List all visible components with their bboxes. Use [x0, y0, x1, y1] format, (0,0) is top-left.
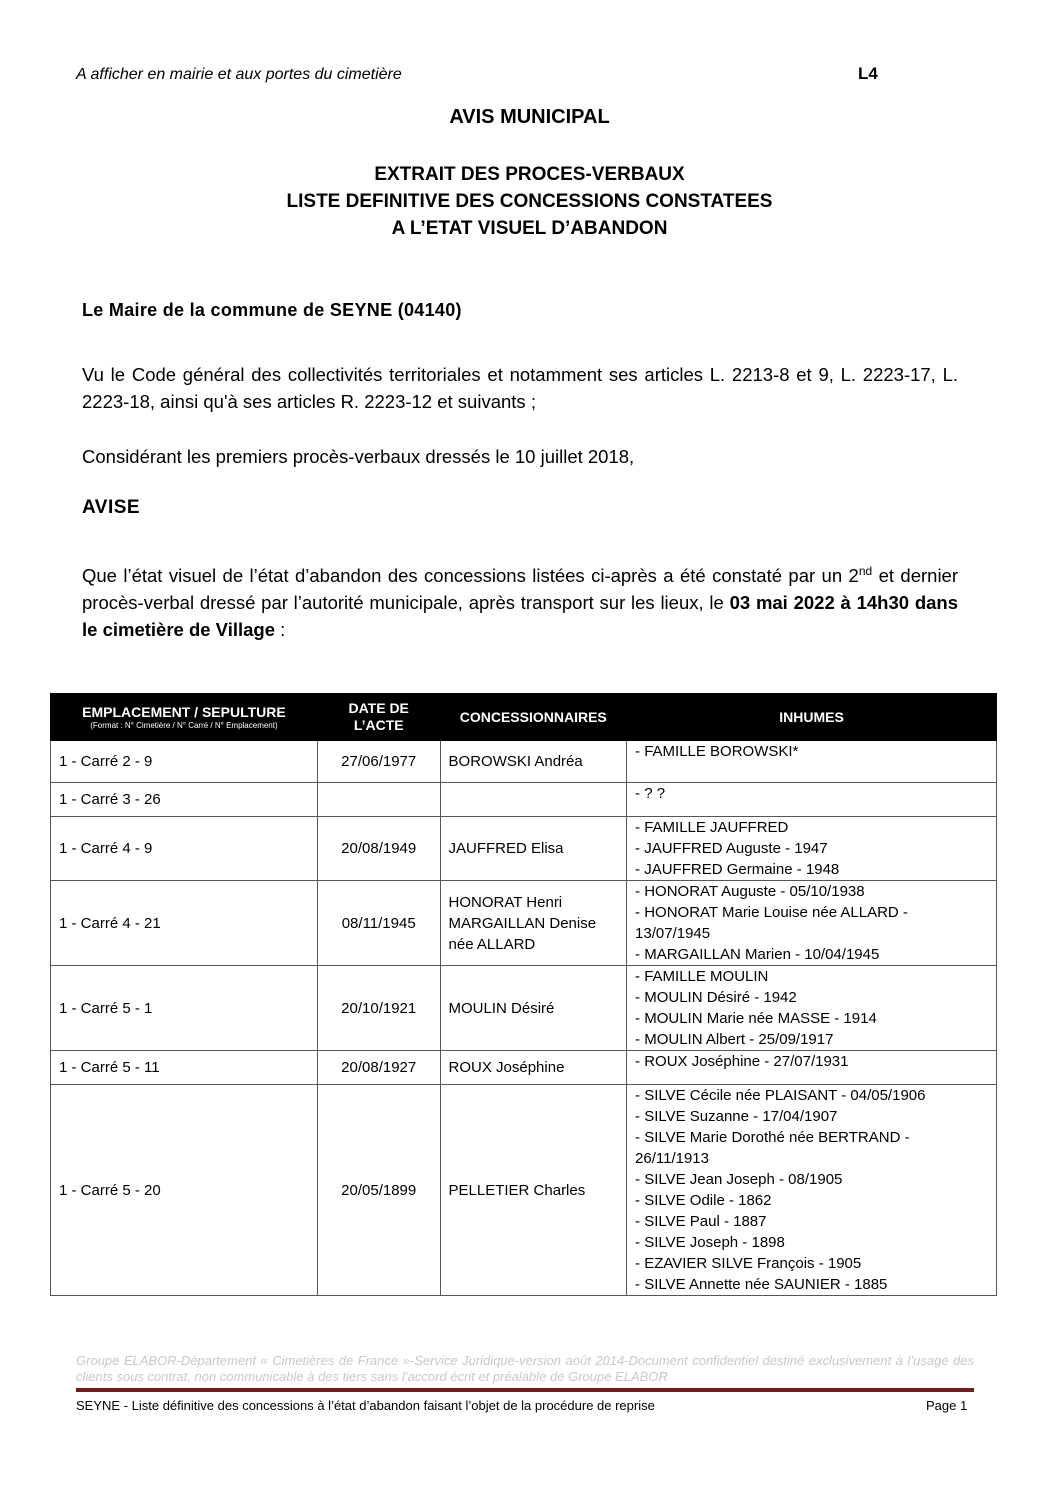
avise-heading: AVISE [82, 497, 141, 518]
page-number: Page 1 [926, 1398, 968, 1413]
table-row [51, 1085, 997, 1296]
cell-inhumes [627, 783, 997, 817]
header-concessionnaires: CONCESSIONNAIRES [440, 694, 627, 741]
legal-basis-paragraph: Vu le Code général des collectivités territoriales et notamment ses articles L. 2213-8 et 9, L. 2223-17, L. 2223-18, ainsi qu'à ses articles R. 2223-12 et suivants ; [82, 364, 958, 412]
inhume-line: - FAMILLE BOROWSKI* [635, 743, 799, 760]
inhume-line: - SILVE Annette née SAUNIER - 1885 [635, 1276, 888, 1293]
inhume-line: - JAUFFRED Auguste - 1947 [635, 840, 828, 857]
concessionnaire-line: JAUFFRED Elisa [448, 840, 564, 857]
cell-date: 20/08/1927 [317, 1051, 440, 1085]
inhume-line: - HONORAT Marie Louise née ALLARD - [635, 904, 908, 921]
inhume-line: - SILVE Marie Dorothé née BERTRAND - [635, 1129, 910, 1146]
cell-concessionnaires [440, 783, 627, 817]
inhume-line: 13/07/1945 [635, 925, 711, 942]
document-title: AVIS MUNICIPAL [449, 106, 610, 128]
table-body [51, 741, 997, 1296]
header-format-note: (Format : N° Cimetière / N° Carré / N° Emplacement) [90, 720, 278, 730]
cell-inhumes [627, 817, 997, 881]
table-row [51, 741, 997, 783]
table-row [51, 817, 997, 881]
notice-text-c: : [275, 619, 286, 640]
considering-paragraph: Considérant les premiers procès-verbaux dressés le 10 juillet 2018, [82, 446, 635, 467]
cell-date: 27/06/1977 [317, 741, 440, 783]
table-header-row [51, 694, 997, 741]
cell-emplacement: 1 - Carré 5 - 20 [51, 1085, 318, 1296]
header-inhumes: INHUMES [627, 694, 997, 741]
cell-emplacement: 1 - Carré 4 - 21 [51, 881, 318, 966]
concessionnaire-line: PELLETIER Charles [448, 1181, 586, 1199]
cell-concessionnaires [440, 817, 627, 881]
notice-superscript: nd [858, 563, 873, 578]
footer-document-title: SEYNE - Liste définitive des concessions à l’état d’abandon faisant l’objet de la procédure de reprise [76, 1398, 655, 1413]
posting-instruction: A afficher en mairie et aux portes du cimetière [76, 66, 402, 83]
inhume-line: - JAUFFRED Germaine - 1948 [635, 861, 840, 878]
inhume-line: - SILVE Joseph - 1898 [635, 1234, 785, 1251]
concessionnaire-line: MARGAILLAN Denise [448, 914, 597, 932]
header-emplacement-label: EMPLACEMENT / SEPULTURE [82, 703, 286, 720]
inhume-line: - MOULIN Albert - 25/09/1917 [635, 1031, 834, 1048]
inhume-line: - SILVE Jean Joseph - 08/1905 [635, 1171, 843, 1188]
footer-divider [76, 1388, 974, 1392]
cell-inhumes [627, 966, 997, 1051]
header-date [317, 694, 440, 741]
cell-concessionnaires [440, 881, 627, 966]
cell-date: 20/05/1899 [317, 1085, 440, 1296]
table-row [51, 966, 997, 1051]
inhume-line: - MOULIN Marie née MASSE - 1914 [635, 1010, 877, 1027]
cell-emplacement: 1 - Carré 4 - 9 [51, 817, 318, 881]
table-row [51, 1051, 997, 1085]
concessionnaire-line: HONORAT Henri [448, 893, 563, 911]
inhume-line: 26/11/1913 [635, 1150, 709, 1167]
confidentiality-notice: Groupe ELABOR-Département « Cimetières de France »-Service Juridique-version août 2014-Document confidentiel destiné exclusivement à l’usage des clients sous contrat, non communicable à des tiers sans l’accord écrit et préalable de Groupe ELABOR [76, 1353, 974, 1384]
inhume-line: - FAMILLE MOULIN [635, 968, 769, 985]
concessionnaire-line: BOROWSKI Andréa [448, 753, 583, 770]
header-emplacement [51, 694, 318, 741]
subtitle-line-1: EXTRAIT DES PROCES-VERBAUX [374, 164, 685, 185]
notice-date-location: 03 mai 2022 à 14h30 dans le cimetière de Village [82, 592, 959, 640]
concessionnaire-line: MOULIN Désiré [448, 999, 555, 1017]
header-date-line-2: L’ACTE [353, 717, 404, 733]
cell-inhumes [627, 1051, 997, 1085]
cell-concessionnaires [440, 1051, 627, 1085]
inhume-line: - SILVE Cécile née PLAISANT - 04/05/1906 [635, 1087, 926, 1104]
cell-inhumes [627, 881, 997, 966]
notice-paragraph [82, 562, 958, 643]
cell-inhumes [627, 741, 997, 783]
mayor-heading: Le Maire de la commune de SEYNE (04140) [82, 300, 462, 320]
concessionnaire-line: ROUX Joséphine [448, 1059, 565, 1076]
cell-concessionnaires [440, 966, 627, 1051]
cell-emplacement: 1 - Carré 2 - 9 [51, 741, 318, 783]
inhume-line: - SILVE Paul - 1887 [635, 1213, 767, 1230]
inhume-line: - MARGAILLAN Marien - 10/04/1945 [635, 946, 880, 963]
concessionnaire-line: née ALLARD [448, 935, 536, 953]
inhume-line: - FAMILLE JAUFFRED [635, 819, 789, 836]
header-date-line-1: DATE DE [348, 700, 409, 716]
inhume-line: - SILVE Suzanne - 17/04/1907 [635, 1108, 838, 1125]
cell-inhumes [627, 1085, 997, 1296]
cell-date [317, 783, 440, 817]
inhume-line: - ? ? [635, 785, 666, 802]
cell-date: 20/08/1949 [317, 817, 440, 881]
inhume-line: - ROUX Joséphine - 27/07/1931 [635, 1053, 849, 1070]
subtitle-line-3: A L’ETAT VISUEL D’ABANDON [391, 218, 668, 239]
table-row [51, 881, 997, 966]
inhume-line: - MOULIN Désiré - 1942 [635, 989, 797, 1006]
concessions-table [50, 693, 997, 1296]
cell-emplacement: 1 - Carré 3 - 26 [51, 783, 318, 817]
inhume-line: - EZAVIER SILVE François - 1905 [635, 1255, 862, 1272]
cell-date: 08/11/1945 [317, 881, 440, 966]
cell-emplacement: 1 - Carré 5 - 1 [51, 966, 318, 1051]
document-subtitle [0, 161, 1059, 242]
cell-date: 20/10/1921 [317, 966, 440, 1051]
notice-text-b: et dernier procès-verbal dressé par l’autorité municipale, après transport sur les lieux, le [82, 565, 959, 613]
inhume-line: - SILVE Odile - 1862 [635, 1192, 772, 1209]
document-code: L4 [858, 64, 878, 83]
cell-concessionnaires [440, 741, 627, 783]
notice-text-a: Que l’état visuel de l’état d’abandon des concessions listées ci-après a été constaté par un 2 [82, 565, 859, 586]
cell-concessionnaires [440, 1085, 627, 1296]
inhume-line: - HONORAT Auguste - 05/10/1938 [635, 883, 865, 900]
subtitle-line-2: LISTE DEFINITIVE DES CONCESSIONS CONSTATEES [286, 191, 773, 212]
cell-emplacement: 1 - Carré 5 - 11 [51, 1051, 318, 1085]
table-row [51, 783, 997, 817]
